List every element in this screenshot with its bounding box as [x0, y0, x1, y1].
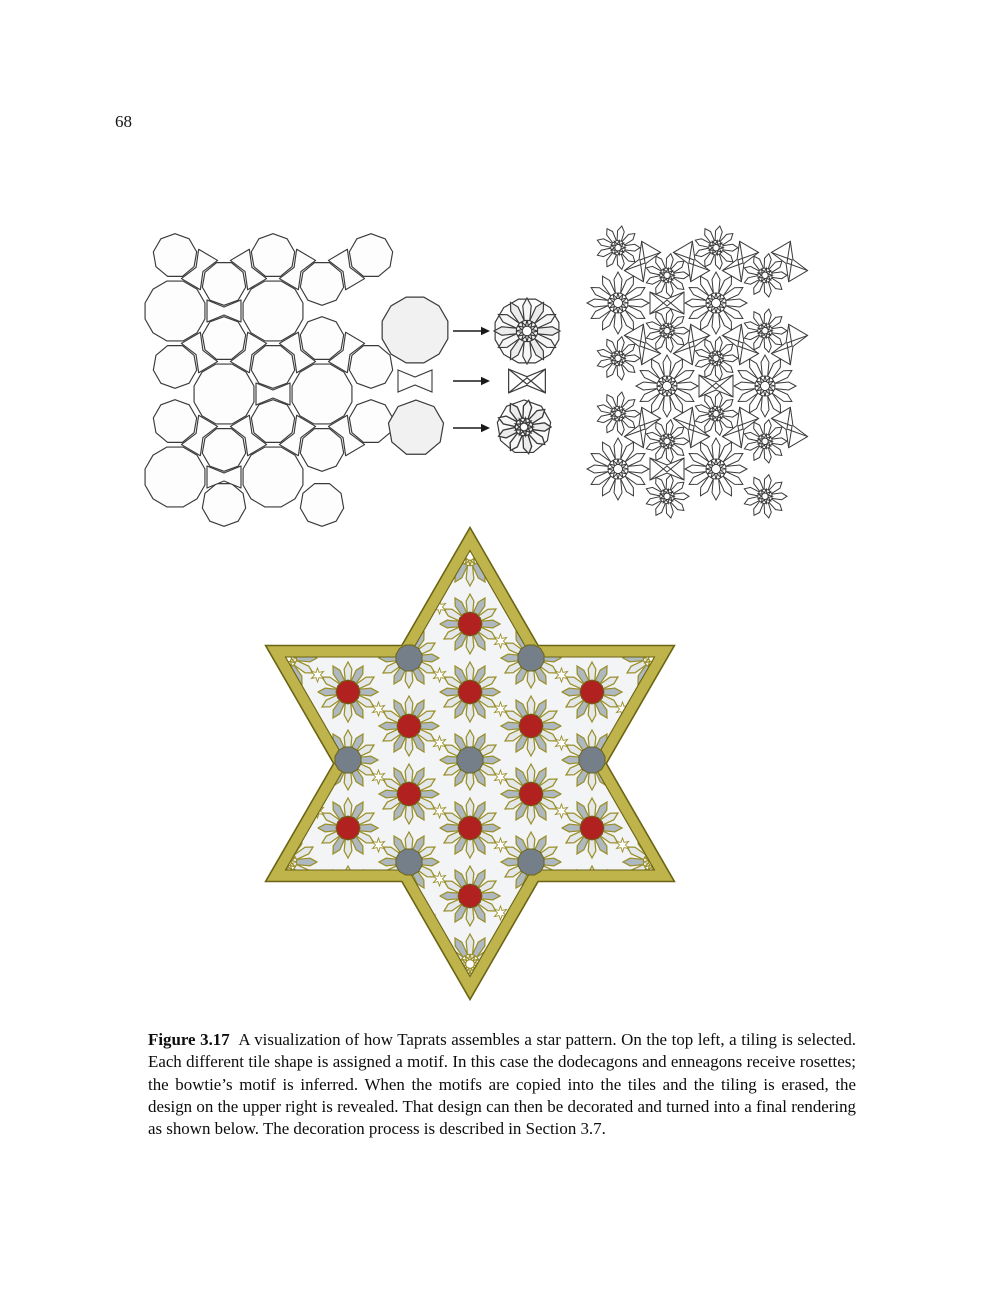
figure-caption	[148, 1029, 856, 1140]
tiling-panel	[145, 234, 393, 527]
arrow-icon	[453, 377, 490, 385]
figure-caption-label: Figure 3.17	[148, 1030, 230, 1049]
figure-caption-text: A visualization of how Taprats assembles a star pattern. On the top left, a tiling is selected. Each different tile shape is assigned a motif. In this case the dodecagons and enneagons receive rosettes; the bowtie’s motif is inferred. When the motifs are copied into the tiles and the tiling is erased, the design on the upper right is revealed. That design can then be decorated and turned into a final rendering as shown below. The decoration process is described in Section 3.7.	[148, 1030, 856, 1139]
arrow-icon	[453, 327, 490, 335]
page-number: 68	[115, 112, 132, 131]
arrow-icon	[453, 424, 490, 432]
motif-assignment-panel	[382, 297, 560, 454]
final-star-rendering	[266, 528, 675, 1000]
assembled-design-panel	[587, 226, 808, 518]
